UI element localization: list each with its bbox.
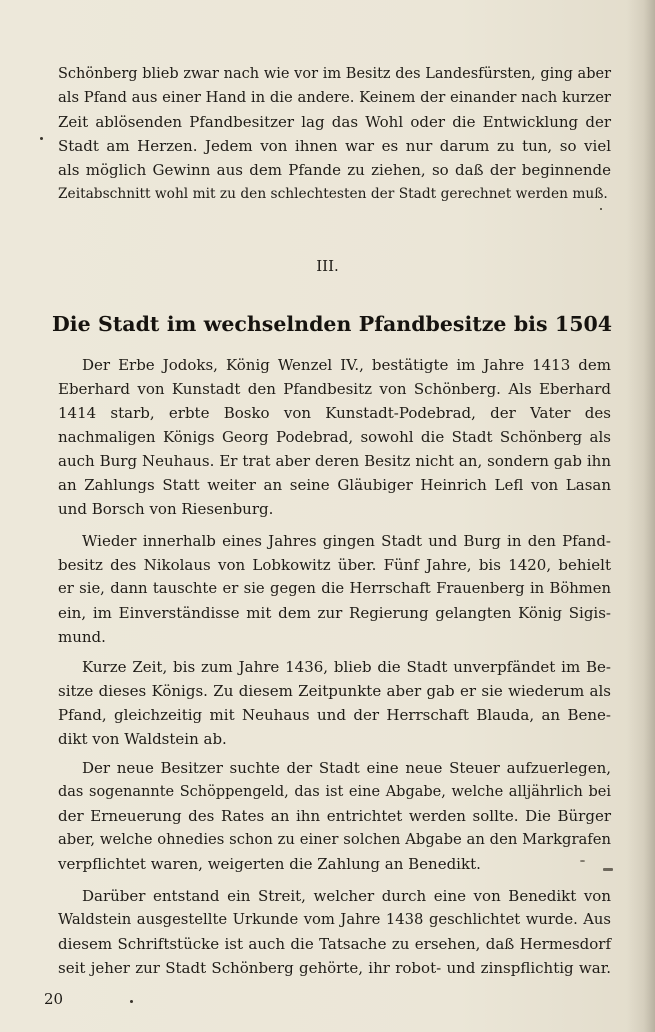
print-speck: [580, 860, 585, 862]
text-line: Stadt am Herzen. Jedem von ihnen war es nur darum zu tun, so viel: [58, 137, 611, 155]
text-line: auch Burg Neuhaus. Er trat aber deren Besitz nicht an, sondern gab ihn: [58, 452, 611, 470]
text-line: sitze dieses Königs. Zu diesem Zeitpunkte aber gab er sie wiederum als: [58, 682, 611, 700]
print-speck: [130, 1000, 133, 1003]
text-line: Pfand, gleichzeitig mit Neuhaus und der Herrschaft Blauda, an Bene-: [58, 706, 611, 724]
text-line: der Erneuerung des Rates an ihn entrichtet werden sollte. Die Bürger: [58, 807, 611, 825]
text-line: Der neue Besitzer suchte der Stadt eine neue Steuer aufzuerlegen,: [82, 759, 611, 777]
text-line: verpflichtet waren, weigerten die Zahlung an Benedikt.: [58, 855, 481, 873]
text-line: ein, im Einverständisse mit dem zur Regierung gelangten König Sigis-: [58, 604, 611, 622]
text-line: seit jeher zur Stadt Schönberg gehörte, ihr robot- und zinspflichtig war.: [58, 959, 611, 977]
text-line: Eberhard von Kunstadt den Pfandbesitz von Schönberg. Als Eberhard: [58, 380, 611, 398]
text-line: Der Erbe Jodoks, König Wenzel IV., bestätigte im Jahre 1413 dem: [82, 356, 611, 374]
print-speck: [600, 208, 602, 210]
paragraph: [58, 353, 611, 521]
print-speck: [603, 868, 613, 871]
section-number: III.: [316, 257, 339, 275]
text-line: als Pfand aus einer Hand in die andere. Keinem der einander nach kurzer: [58, 89, 611, 106]
page-number: 20: [44, 990, 64, 1008]
text-line: Darüber entstand ein Streit, welcher durch eine von Benedikt von: [82, 887, 611, 905]
text-line: das sogenannte Schöppengeld, das ist eine Abgabe, welche alljährlich bei: [58, 784, 611, 800]
text-line: Kurze Zeit, bis zum Jahre 1436, blieb die Stadt unverpfändet im Be-: [82, 658, 611, 676]
text-line: nachmaligen Königs Georg Podebrad, sowohl die Stadt Schönberg als: [58, 428, 611, 446]
paragraph: [58, 655, 611, 751]
text-line: an Zahlungs Statt weiter an seine Gläubiger Heinrich Lefl von Lasan: [58, 476, 611, 494]
paragraph: [58, 884, 611, 980]
paragraph-intro: [58, 62, 611, 206]
text-line: mund.: [58, 628, 106, 646]
text-line: als möglich Gewinn aus dem Pfande zu ziehen, so daß der beginnende: [58, 161, 611, 179]
text-line: Zeitabschnitt wohl mit zu den schlechtesten der Stadt gerechnet werden muß.: [58, 186, 608, 202]
chapter-title: Die Stadt im wechselnden Pfandbesitze bis 1504: [52, 312, 612, 336]
text-line: diesem Schriftstücke ist auch die Tatsache zu ersehen, daß Hermesdorf: [58, 935, 611, 953]
text-line: aber, welche ohnedies schon zu einer solchen Abgabe an den Markgrafen: [58, 831, 611, 848]
text-line: er sie, dann tauschte er sie gegen die Herrschaft Frauenberg in Böhmen: [58, 580, 611, 597]
spine-shadow: [627, 0, 655, 1032]
text-line: 1414 starb, erbte Bosko von Kunstadt-Podebrad, der Vater des: [58, 404, 611, 422]
paragraph: [58, 529, 611, 649]
text-line: Schönberg blieb zwar nach wie vor im Besitz des Landesfürsten, ging aber: [58, 66, 611, 82]
text-line: Zeit ablösenden Pfandbesitzer lag das Wohl oder die Entwicklung der: [58, 113, 611, 131]
paragraph: [58, 756, 611, 876]
print-speck: [40, 137, 43, 140]
text-line: besitz des Nikolaus von Lobkowitz über. Fünf Jahre, bis 1420, behielt: [58, 556, 611, 574]
text-line: dikt von Waldstein ab.: [58, 730, 227, 748]
text-line: Wieder innerhalb eines Jahres gingen Stadt und Burg in den Pfand-: [82, 532, 611, 550]
text-line: und Borsch von Riesenburg.: [58, 500, 274, 518]
text-line: Waldstein ausgestellte Urkunde vom Jahre 1438 geschlichtet wurde. Aus: [58, 911, 611, 928]
